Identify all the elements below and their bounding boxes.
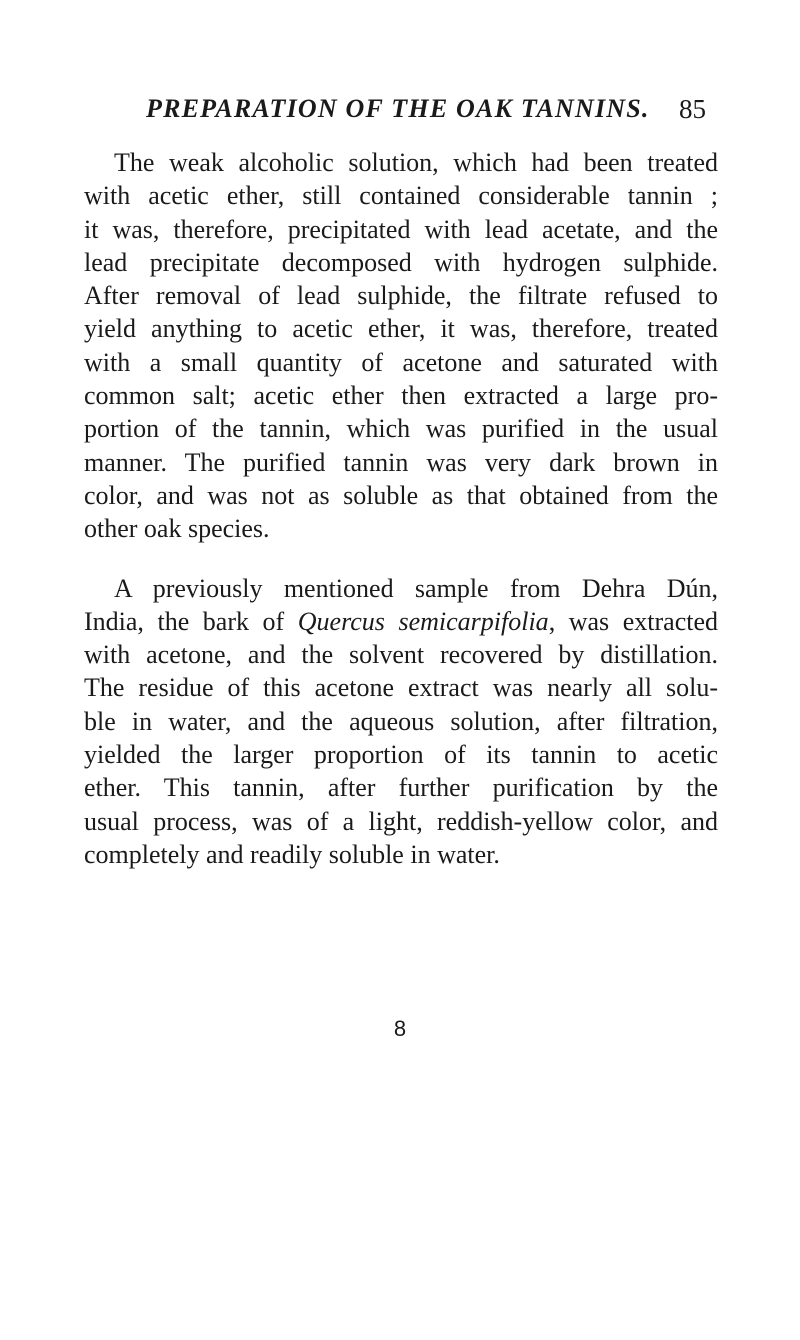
text-line-with-species-name: [84, 605, 718, 638]
signature-mark: 8: [393, 1016, 407, 1041]
text-line: After removal of lead sulphide, the filtrate refused to: [84, 281, 718, 311]
text-line: portion of the tannin, which was purified in the usual: [84, 414, 718, 444]
text-line: yielded the larger proportion of its tannin to acetic: [84, 740, 718, 770]
paragraph-2: [84, 572, 718, 872]
running-title: PREPARATION OF THE OAK TANNINS.: [146, 94, 650, 123]
paragraph-1: [84, 146, 718, 546]
running-head: [146, 94, 706, 130]
text-line: color, and was not as soluble as that obtained from the: [84, 480, 718, 510]
text-line: A previously mentioned sample from Dehra Dún,: [114, 573, 718, 603]
text-line: yield anything to acetic ether, it was, therefore, treated: [84, 314, 718, 344]
text-line: with a small quantity of acetone and saturated with: [84, 347, 718, 377]
text-segment: , was extracted: [548, 606, 719, 636]
text-line: manner. The purified tannin was very dark brown in: [84, 447, 718, 477]
text-line: The residue of this acetone extract was nearly all solu-: [84, 673, 718, 703]
body-text: [84, 146, 718, 871]
species-name: Quercus semicarpifolia: [297, 606, 549, 636]
text-line: usual process, was of a light, reddish-yellow color, and: [84, 806, 718, 836]
text-line: lead precipitate decomposed with hydrogen sulphide.: [84, 247, 718, 277]
page-number: 85: [679, 94, 706, 124]
text-line: completely and readily soluble in water.: [84, 839, 500, 869]
text-line: it was, therefore, precipitated with lead acetate, and the: [84, 214, 718, 244]
text-line: with acetone, and the solvent recovered by distillation.: [84, 640, 718, 670]
text-line: with acetic ether, still contained considerable tannin ;: [84, 181, 718, 211]
text-segment: India, the bark of: [84, 606, 298, 636]
text-line: ether. This tannin, after further purification by the: [84, 773, 718, 803]
text-line: ble in water, and the aqueous solution, after filtration,: [84, 706, 718, 736]
text-line: other oak species.: [84, 514, 270, 544]
text-line: The weak alcoholic solution, which had been treated: [114, 148, 718, 177]
text-line: common salt; acetic ether then extracted a large pro-: [84, 381, 718, 411]
